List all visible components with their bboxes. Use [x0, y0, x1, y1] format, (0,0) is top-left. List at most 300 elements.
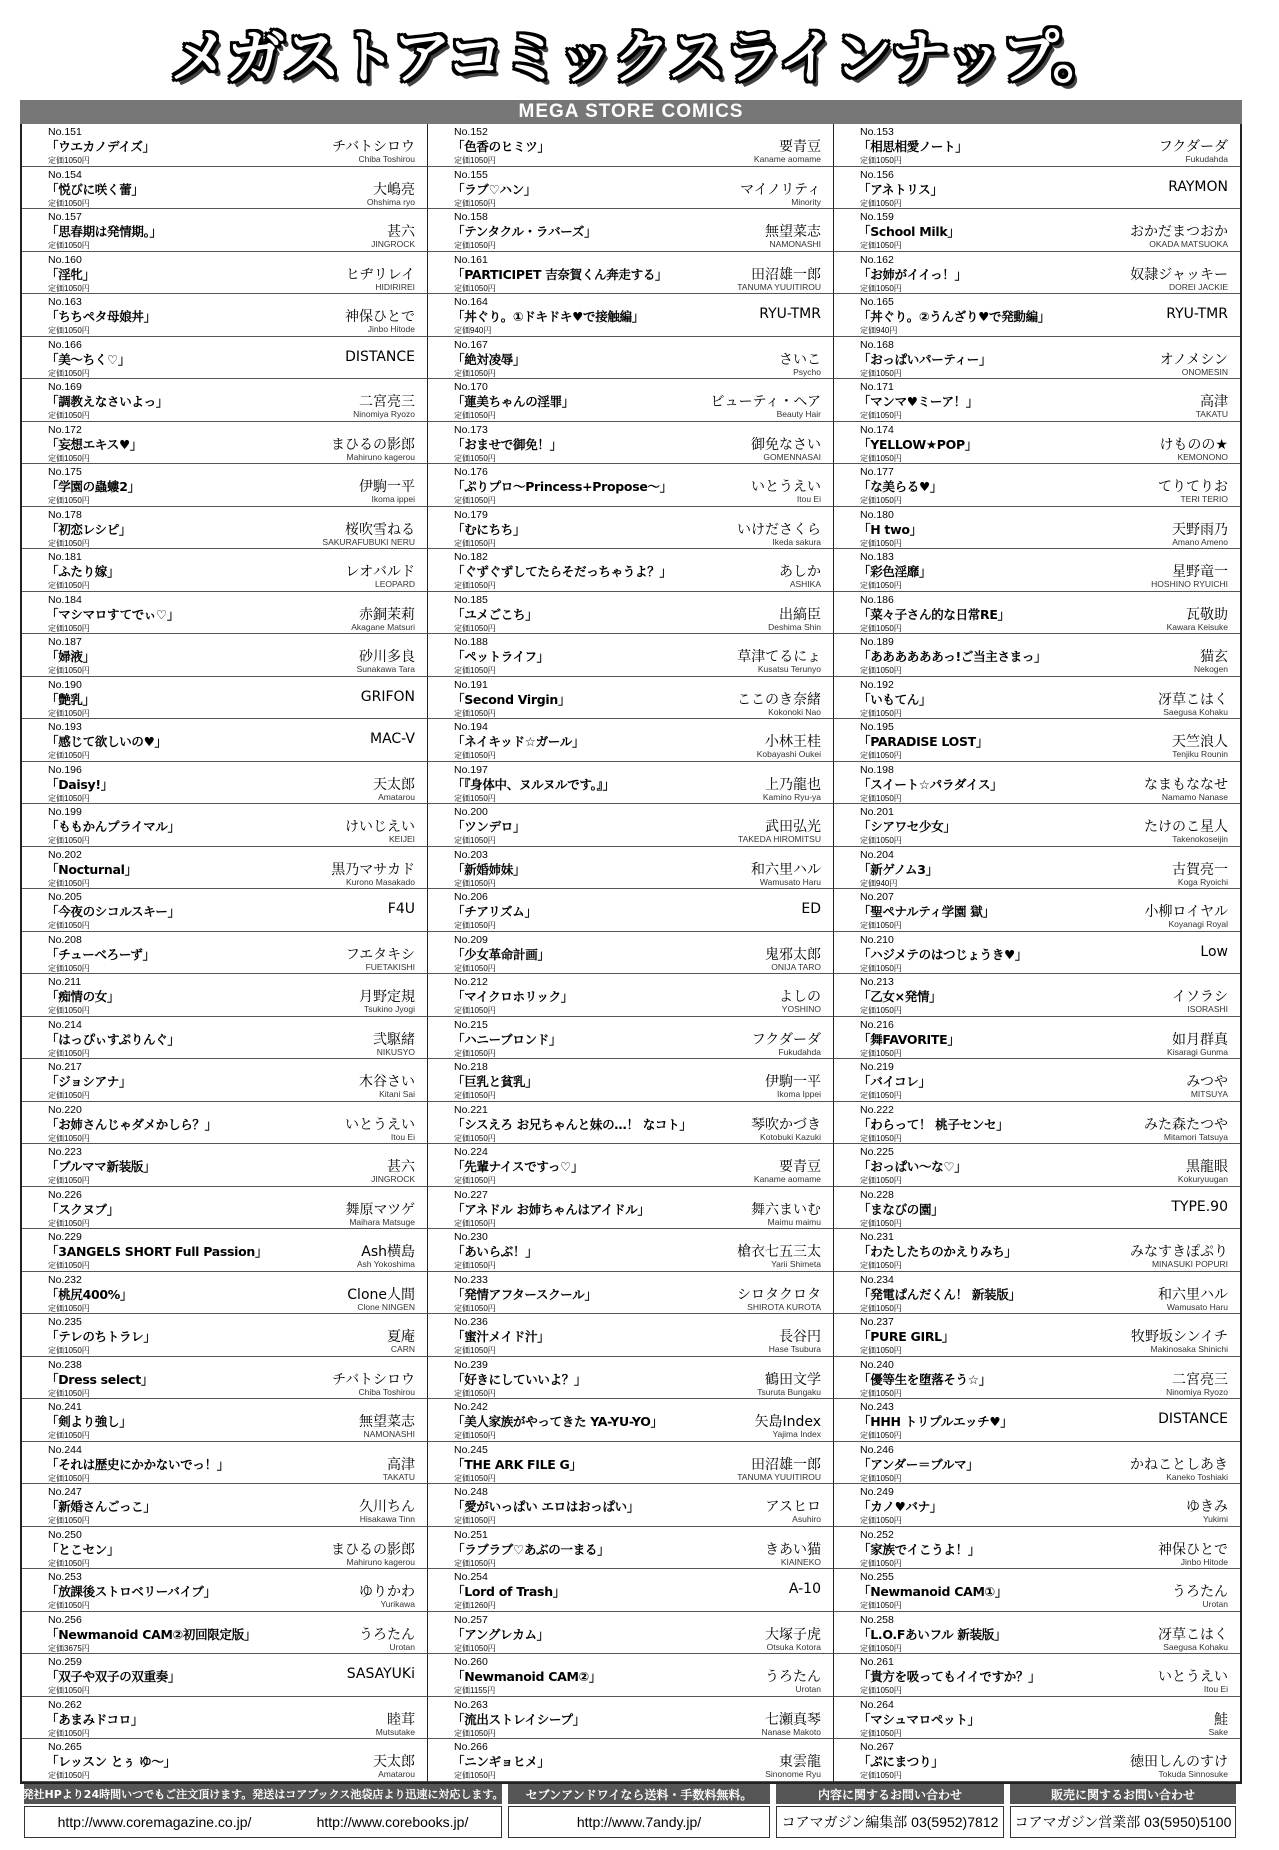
entry-author-romaji: ONIJA TARO [771, 961, 821, 972]
entry-author-romaji: Akagane Matsuri [351, 621, 415, 632]
entry-author-romaji: Kokonoki Nao [768, 706, 821, 717]
entry-author: SASAYUKi [346, 1666, 415, 1683]
entry-author-romaji: Amatarou [378, 1769, 415, 1780]
entry-number: No.220 [48, 1103, 82, 1116]
catalog-entry [834, 422, 1240, 465]
catalog-entry [428, 1272, 834, 1315]
catalog-entry [22, 294, 428, 337]
catalog-entry [22, 464, 428, 507]
entry-price: 定価1050円 [48, 1133, 90, 1143]
entry-number: No.237 [860, 1316, 894, 1329]
sales-contact-heading: 販売に関するお問い合わせ [1010, 1784, 1236, 1804]
entry-author: 和六里ハル [1158, 1286, 1228, 1303]
entry-price: 定価1050円 [48, 411, 90, 421]
catalog-entry [22, 1059, 428, 1102]
entry-author: おかだまつおか [1130, 224, 1228, 241]
entry-title: 「乙女×発情」 [858, 989, 942, 1005]
entry-number: No.203 [454, 848, 488, 861]
catalog-entry [22, 1229, 428, 1272]
catalog-entry [428, 634, 834, 677]
entry-number: No.252 [860, 1528, 894, 1541]
entry-price: 定価1050円 [48, 1006, 90, 1016]
entry-price: 定価1050円 [454, 1133, 496, 1143]
entry-price: 定価1050円 [48, 368, 90, 378]
catalog-entry [428, 422, 834, 465]
entry-price: 定価1050円 [48, 283, 90, 293]
entry-price: 定価1050円 [48, 1091, 90, 1101]
entry-author: うろたん [765, 1669, 821, 1686]
entry-author: 二宮亮三 [359, 394, 415, 411]
entry-author: 出縞臣 [779, 606, 821, 623]
entry-price: 定価1050円 [860, 1218, 902, 1228]
entry-number: No.181 [48, 551, 82, 564]
entry-author: 桜吹雪ねる [345, 521, 415, 538]
entry-title: 「ペットライフ」 [452, 649, 549, 665]
entry-price: 定価1050円 [860, 1516, 902, 1526]
entry-number: No.235 [48, 1316, 82, 1329]
catalog-entry [22, 1187, 428, 1230]
entry-title: 「ラブラブ♡あぶの一まる」 [452, 1541, 610, 1557]
entry-author-romaji: Makinosaka Shinichi [1150, 1344, 1228, 1355]
entry-title: 「シアワセ少女」 [858, 819, 956, 835]
entry-author-romaji: Tokuda Sinnosuke [1158, 1769, 1228, 1780]
entry-author-romaji: Mitamori Tatsuya [1163, 1131, 1228, 1142]
entry-author: 無望菜志 [765, 224, 821, 241]
entry-author-romaji: Itou Ei [796, 494, 821, 505]
entry-title: 「ああああああっ!ご当主さまっ」 [858, 649, 1047, 665]
entry-price: 定価1050円 [860, 623, 902, 633]
entry-title: 「それは歴史にかかないでっ！」 [46, 1456, 230, 1472]
entry-author-romaji: HOSHINO RYUICHI [1151, 579, 1228, 590]
catalog-entry [22, 974, 428, 1017]
entry-price: 定価1260円 [454, 1601, 496, 1611]
catalog-entry [834, 1144, 1240, 1187]
catalog-entry [428, 507, 834, 550]
entry-price: 定価1050円 [454, 1431, 496, 1441]
entry-number: No.178 [48, 508, 82, 521]
entry-price: 定価1050円 [860, 1048, 902, 1058]
entry-price: 定価1050円 [454, 751, 496, 761]
entry-number: No.157 [48, 211, 82, 224]
entry-price: 定価1050円 [860, 1006, 902, 1016]
entry-price: 定価1050円 [454, 836, 496, 846]
entry-number: No.227 [454, 1188, 488, 1201]
catalog-entry [22, 1442, 428, 1485]
entry-author-romaji: Koyanagi Royal [1168, 919, 1228, 930]
entry-number: No.264 [860, 1698, 894, 1711]
order-info-links [24, 1806, 502, 1838]
entry-author: まひるの影郎 [331, 436, 415, 453]
entry-author: 如月群真 [1172, 1031, 1228, 1048]
entry-title: 「チューべろーず」 [46, 946, 155, 962]
entry-title: 「ウエカノデイズ」 [46, 139, 155, 154]
entry-price: 定価1050円 [860, 963, 902, 973]
entry-price: 定価1050円 [860, 283, 902, 293]
catalog-entry [22, 379, 428, 422]
entry-title: 「ツンデロ」 [452, 819, 526, 835]
entry-number: No.249 [860, 1486, 894, 1499]
entry-price: 定価1050円 [454, 283, 496, 293]
entry-price: 定価1050円 [48, 1516, 90, 1526]
entry-author-romaji: KEIJEI [389, 834, 415, 845]
entry-number: No.182 [454, 551, 488, 564]
entry-number: No.177 [860, 466, 894, 479]
entry-author: DISTANCE [345, 348, 415, 365]
entry-title: 「巨乳と貧乳」 [452, 1074, 538, 1090]
corebooks-url[interactable]: http://www.corebooks.jp/ [316, 1814, 469, 1830]
entry-author: ビューティ・ヘア [710, 394, 821, 411]
entry-number: No.261 [860, 1656, 894, 1669]
entry-author: たけのこ星人 [1144, 819, 1228, 836]
entry-price: 定価1050円 [860, 1388, 902, 1398]
entry-author: 伊駒一平 [359, 479, 415, 496]
entry-number: No.241 [48, 1401, 82, 1414]
entry-author: さいこ [779, 351, 821, 368]
catalog-entry [834, 252, 1240, 295]
entry-author: みた森たつや [1144, 1116, 1228, 1133]
entry-number: No.224 [454, 1146, 488, 1159]
entry-author: 木谷さい [359, 1074, 415, 1091]
catalog-entry [22, 847, 428, 890]
entry-author: Ash横島 [361, 1244, 415, 1261]
entry-number: No.189 [860, 636, 894, 649]
entry-number: No.185 [454, 593, 488, 606]
entry-author: Low [1200, 943, 1228, 960]
entry-price: 定価1050円 [454, 1643, 496, 1653]
entry-price: 定価1050円 [454, 1771, 496, 1781]
entry-author: 舞六まいむ [751, 1201, 821, 1218]
entry-price: 定価1050円 [48, 1473, 90, 1483]
entry-price: 定価1050円 [48, 1558, 90, 1568]
entry-price: 定価1050円 [454, 1048, 496, 1058]
entry-title: 「PARTICIPET 吉奈賀くん奔走する」 [452, 266, 668, 282]
catalog-entry [428, 889, 834, 932]
entry-price: 定価1050円 [48, 1261, 90, 1271]
catalog-entry [834, 1229, 1240, 1272]
catalog-entry [834, 209, 1240, 252]
catalog-entry [428, 1059, 834, 1102]
entry-number: No.242 [454, 1401, 488, 1414]
entry-author-romaji: Hase Tsubura [768, 1344, 821, 1355]
entry-price: 定価1050円 [860, 1303, 902, 1313]
entry-price: 定価1050円 [454, 1006, 496, 1016]
entry-title: 「PARADISE LOST」 [858, 734, 989, 750]
entry-price: 定価1050円 [860, 241, 902, 251]
entry-number: No.205 [48, 891, 82, 904]
entry-title: 「あまみドコロ」 [46, 1711, 144, 1727]
entry-number: No.196 [48, 763, 82, 776]
entry-author-romaji: Kotobuki Kazuki [760, 1131, 821, 1142]
entry-author-romaji: Ash Yokoshima [356, 1259, 415, 1270]
catalog-entry [834, 634, 1240, 677]
entry-author: レオバルド [345, 564, 415, 581]
seven-andy-url[interactable]: http://www.7andy.jp/ [576, 1814, 702, 1830]
entry-author: GRIFON [360, 688, 415, 705]
entry-price: 定価1050円 [454, 1473, 496, 1483]
entry-price: 定価1050円 [454, 708, 496, 718]
entry-author-romaji: LEOPARD [375, 579, 415, 590]
entry-author-romaji: Kaname aomame [753, 1174, 821, 1185]
entry-author-romaji: Ikoma ippei [371, 494, 415, 505]
catalog-entry [834, 804, 1240, 847]
entry-author: DISTANCE [1158, 1411, 1228, 1428]
catalog-entry [428, 932, 834, 975]
entry-number: No.153 [860, 126, 894, 138]
entry-title: 「いもてん」 [858, 691, 932, 707]
entry-title: 「お姉さんじゃダメかしら？」 [46, 1116, 217, 1132]
entry-price: 定価1050円 [454, 1091, 496, 1101]
entry-author: 伊駒一平 [765, 1074, 821, 1091]
entry-title: 「聖ペナルティ学園 獄」 [858, 904, 995, 920]
entry-price: 定価1050円 [860, 1643, 902, 1653]
entry-number: No.246 [860, 1443, 894, 1456]
entry-number: No.214 [48, 1018, 82, 1031]
catalog-entry [428, 209, 834, 252]
entry-price: 定価1050円 [454, 1261, 496, 1271]
entry-price: 定価1050円 [454, 156, 496, 165]
entry-title: 「HHH トリプルエッチ♥」 [858, 1414, 1013, 1430]
entry-number: No.172 [48, 423, 82, 436]
editorial-contact-box [776, 1784, 1004, 1842]
entry-title: 「3ANGELS SHORT Full Passion」 [46, 1244, 268, 1260]
entry-number: No.250 [48, 1528, 82, 1541]
catalog-entry [834, 1612, 1240, 1655]
entry-author: 天太郎 [373, 1754, 415, 1771]
entry-title: 「Nocturnal」 [46, 861, 137, 877]
entry-author: 天野雨乃 [1172, 521, 1228, 538]
entry-title: 「艶乳」 [46, 691, 95, 707]
entry-author: 槍衣七五三太 [737, 1244, 821, 1261]
entry-price: 定価1050円 [454, 793, 496, 803]
entry-title: 「H two」 [858, 521, 922, 537]
entry-number: No.233 [454, 1273, 488, 1286]
entry-title: 「おませで御免！」 [452, 436, 562, 452]
entry-price: 定価1050円 [48, 581, 90, 591]
entry-author-romaji: Chiba Toshirou [358, 154, 415, 164]
entry-price: 定価1050円 [48, 1601, 90, 1611]
entry-author: 七瀬真琴 [765, 1711, 821, 1728]
catalog-entry [428, 294, 834, 337]
entry-author: RAYMON [1168, 178, 1228, 195]
entry-title: 「感じて欲しいの♥」 [46, 734, 167, 750]
catalog-entry [428, 592, 834, 635]
entry-author-romaji: Yurikawa [380, 1599, 415, 1610]
entry-author: オノメシン [1159, 351, 1228, 368]
catalog-entry [22, 1357, 428, 1400]
entry-author: 小柳ロイヤル [1144, 904, 1228, 921]
catalog-entry [428, 1102, 834, 1145]
entry-author: チバトシロウ [332, 1371, 415, 1388]
entry-title: 「愛がいっぱい エロはおっぱい」 [452, 1499, 640, 1515]
order-info-heading: 発社HPより24時間いつでもご注文頂けます。発送はコアブックス池袋店より迅速に対応します。 [24, 1784, 502, 1804]
entry-title: 「バイコレ」 [858, 1074, 931, 1090]
entry-price: 定価1050円 [454, 1388, 496, 1398]
catalog-entry [428, 1697, 834, 1740]
entry-price: 定価1050円 [454, 496, 496, 506]
entry-title: 「丼ぐり。②うんざり♥で発動編」 [858, 309, 1050, 325]
entry-author: 砂川多良 [359, 649, 415, 666]
catalog-entry [428, 1187, 834, 1230]
entry-title: 「新婚姉妹」 [452, 861, 526, 877]
entry-author: いけださくら [737, 521, 821, 538]
entry-author-romaji: Nekogen [1193, 664, 1228, 675]
entry-title: 「おっぱいパーティー」 [858, 351, 992, 367]
catalog-entry [22, 719, 428, 762]
entry-author-romaji: Namamo Nanase [1161, 791, 1228, 802]
entry-author: 黒乃マサカド [331, 861, 415, 878]
entry-author: よしの [779, 989, 821, 1006]
entry-number: No.240 [860, 1358, 894, 1371]
entry-author: みつや [1186, 1074, 1228, 1091]
entry-author-romaji: DOREI JACKIE [1168, 281, 1228, 292]
entry-title: 「菜々子さん的な日常RE」 [858, 606, 1010, 622]
entry-title: 「ももかんプライマル」 [46, 819, 180, 835]
entry-number: No.183 [860, 551, 894, 564]
entry-author: 大塚子虎 [765, 1626, 821, 1643]
entry-author: 要青豆 [779, 1159, 821, 1176]
entry-number: No.208 [48, 933, 82, 946]
catalog-entry [428, 1739, 834, 1782]
entry-price: 定価940円 [454, 326, 492, 336]
entry-author-romaji: ASHIKA [789, 579, 821, 590]
catalog-entry [428, 1612, 834, 1655]
catalog-entry [834, 1399, 1240, 1442]
catalog-entry [22, 124, 428, 167]
entry-title: 「スイート☆パラダイス」 [858, 776, 1003, 792]
entry-title: 「少女革命計画」 [452, 946, 550, 962]
entry-price: 定価1050円 [860, 1261, 902, 1271]
entry-price: 定価1050円 [48, 1346, 90, 1356]
catalog-entry [834, 379, 1240, 422]
entry-author-romaji: Ohshima ryo [366, 196, 415, 207]
entry-author-romaji: KEMONONO [1177, 451, 1228, 462]
entry-number: No.265 [48, 1741, 82, 1754]
entry-title: 「初恋レシピ」 [46, 521, 132, 537]
entry-title: 「優等生を堕落そう☆」 [858, 1371, 991, 1387]
entry-author: フクダーダ [1158, 139, 1228, 155]
entry-price: 定価1155円 [454, 1686, 496, 1696]
catalog-entry [22, 167, 428, 210]
entry-title: 「舞FAVORITE」 [858, 1031, 960, 1047]
entry-number: No.245 [454, 1443, 488, 1456]
entry-author: マイノリティ [740, 181, 821, 198]
entry-number: No.258 [860, 1613, 894, 1626]
entry-title: 「痴情の女」 [46, 989, 120, 1005]
entry-price: 定価1050円 [860, 921, 902, 931]
entry-number: No.179 [454, 508, 488, 521]
seven-andy-box [508, 1784, 770, 1842]
entry-number: No.192 [860, 678, 894, 691]
entry-number: No.151 [48, 126, 82, 138]
entry-author: けものの★ [1159, 436, 1228, 453]
entry-price: 定価1050円 [860, 751, 902, 761]
entry-author-romaji: Nanase Makoto [761, 1726, 821, 1737]
entry-number: No.215 [454, 1018, 488, 1031]
entry-author: いとうえい [345, 1116, 415, 1133]
entry-author-romaji: Tsukino Jyogi [363, 1004, 415, 1015]
entry-price: 定価1050円 [860, 1558, 902, 1568]
entry-author: ヒヂリレイ [345, 266, 415, 283]
entry-title: 「ラブ♡ハン」 [452, 181, 537, 197]
entry-title: 「お姉がイイっ！」 [858, 266, 967, 282]
entry-author: 武田弘光 [765, 819, 821, 836]
entry-number: No.160 [48, 253, 82, 266]
catalog-entry [834, 1102, 1240, 1145]
entry-title: 「PURE GIRL」 [858, 1329, 955, 1345]
entry-number: No.212 [454, 976, 488, 989]
entry-author-romaji: Jinbo Hitode [1180, 1556, 1228, 1567]
entry-price: 定価1050円 [454, 1516, 496, 1526]
entry-number: No.187 [48, 636, 82, 649]
entry-price: 定価1050円 [454, 666, 496, 676]
entry-author-romaji: Kitani Sai [379, 1089, 415, 1100]
coremagazine-url[interactable]: http://www.coremagazine.co.jp/ [57, 1814, 252, 1830]
entry-author: けいじえい [345, 819, 415, 836]
entry-title: 「わらって！ 桃子センセ」 [858, 1116, 1009, 1132]
catalog-entry [428, 1527, 834, 1570]
entry-author-romaji: SAKURAFUBUKI NERU [322, 536, 415, 547]
entry-number: No.184 [48, 593, 82, 606]
entry-author-romaji: Yajima Index [772, 1429, 821, 1440]
entry-price: 定価1050円 [454, 368, 496, 378]
entry-number: No.219 [860, 1061, 894, 1074]
entry-title: 「調教えなさいよっ」 [46, 394, 169, 410]
entry-author: RYU-TMR [759, 306, 821, 323]
catalog-entry [428, 1399, 834, 1442]
entry-number: No.186 [860, 593, 894, 606]
catalog-entry [834, 507, 1240, 550]
entry-author-romaji: Kamino Ryu-ya [762, 791, 821, 802]
sales-phone: コアマガジン営業部 03(5950)5100 [1014, 1814, 1232, 1830]
entry-author: 猫玄 [1200, 649, 1228, 666]
entry-title: 「L.O.Fあいフル 新装版」 [858, 1626, 1007, 1642]
entry-author-romaji: Kaname aomame [753, 154, 821, 164]
entry-title: 「チアリズム」 [452, 904, 537, 920]
entry-number: No.199 [48, 806, 82, 819]
entry-price: 定価1050円 [48, 836, 90, 846]
entry-author: 奴隷ジャッキー [1130, 266, 1228, 283]
catalog-entry [834, 1569, 1240, 1612]
entry-author: 鮭 [1214, 1711, 1228, 1728]
entry-number: No.163 [48, 296, 82, 309]
entry-number: No.251 [454, 1528, 488, 1541]
entry-title: 「むにちち」 [452, 521, 526, 537]
entry-author-romaji: HIDIRIREI [375, 281, 415, 292]
entry-author: うろたん [1172, 1584, 1228, 1601]
catalog-entry [22, 1102, 428, 1145]
entry-author: 鬼邪太郎 [765, 946, 821, 963]
catalog-entry [22, 762, 428, 805]
entry-author: 琴吹かづき [751, 1116, 821, 1133]
entry-number: No.243 [860, 1401, 894, 1414]
entry-author-romaji: NAMONASHI [363, 1429, 415, 1440]
entry-price: 定価1050円 [454, 241, 496, 251]
entry-number: No.170 [454, 381, 488, 394]
entry-price: 定価1050円 [48, 1686, 90, 1696]
entry-title: 「とこセン」 [46, 1541, 120, 1557]
entry-price: 定価940円 [860, 878, 898, 888]
entry-number: No.200 [454, 806, 488, 819]
entry-title: 「先輩ナイスですっ♡」 [452, 1159, 584, 1175]
entry-author-romaji: YOSHINO [781, 1004, 821, 1015]
entry-author: 古賀亮一 [1172, 861, 1228, 878]
entry-author-romaji: Ikoma Ippei [777, 1089, 821, 1100]
entry-number: No.267 [860, 1741, 894, 1754]
catalog-entry [22, 804, 428, 847]
entry-price: 定価1050円 [48, 538, 90, 548]
catalog-entry [428, 1569, 834, 1612]
entry-author: 月野定規 [359, 989, 415, 1006]
